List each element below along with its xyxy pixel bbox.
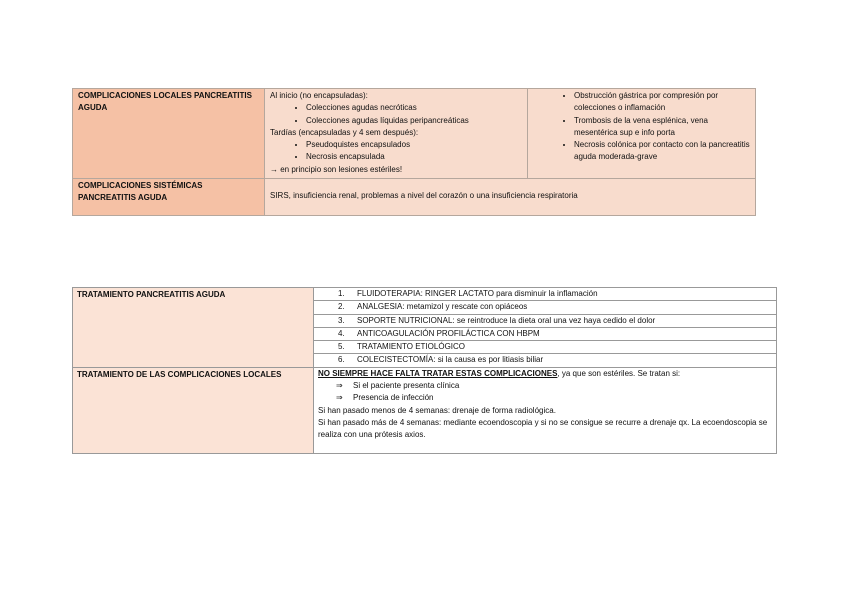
step-text: : se reintroduce la dieta oral una vez haya cedido el dolor (452, 315, 656, 325)
treatment-step (314, 354, 777, 367)
treatment-step (314, 327, 777, 340)
step-title: SOPORTE NUTRICIONAL (357, 315, 453, 325)
double-arrow-icon: ⇒ (336, 381, 343, 391)
cell-text (318, 368, 772, 380)
step-title: FLUIDOTERAPIA (357, 289, 421, 298)
list-item: • Colecciones agudas necróticas (306, 102, 522, 114)
step-number: 3. (338, 315, 345, 325)
list-item: • Necrosis encapsulada (306, 151, 522, 163)
treatment-step (314, 288, 777, 301)
double-arrow-icon: ⇒ (336, 393, 343, 403)
systemic-complications-cell: SIRS, insuficiencia renal, problemas a nivel del corazón o una insuficiencia respiratoria (265, 179, 756, 216)
list-item: • Pseudoquistes encapsulados (306, 139, 522, 151)
step-number: 2. (338, 302, 345, 312)
local-treatment-cell (314, 367, 777, 453)
treatment-step (314, 301, 777, 314)
cell-text: Si han pasado menos de 4 semanas: drenaje de forma radiológica. (318, 405, 556, 415)
step-title: TRATAMIENTO ETIOLÓGICO (357, 342, 466, 352)
list-item: • Necrosis colónica por contacto con la pancreatitis aguda moderada-grave (574, 139, 750, 164)
step-title: COLECISTECTOMÍA (357, 355, 434, 365)
step-title: ANALGESIA (357, 302, 403, 312)
arrow-item (318, 380, 772, 392)
step-title: ANTICOAGULACIÓN PROFILÁCTICA CON HBPM (357, 328, 540, 338)
cell-text: Si han pasado más de 4 semanas: mediante ecoendoscopia y si no se consigue se recurre a drenaje qx. La ecoendoscopia se realiza con una prótesis axios. (318, 417, 768, 440)
complicaciones-table (72, 88, 756, 216)
arrow-item-text: Si el paciente presenta clínica (353, 381, 460, 391)
arrow-item-text: Presencia de infección (353, 393, 434, 403)
bullet-list (270, 102, 522, 127)
row-header: COMPLICACIONES SISTÉMICAS PANCREATITIS AGUDA (73, 179, 265, 216)
step-text: : si la causa es por litiasis biliar (433, 355, 544, 365)
table-row (73, 288, 777, 301)
list-item: • Colecciones agudas líquidas peripancreáticas (306, 115, 522, 127)
table-row (73, 89, 756, 179)
step-text: : RINGER LACTATO para disminuir la inflamación (420, 289, 598, 298)
local-complications-cell-right (528, 89, 756, 179)
local-complications-cell (265, 89, 528, 179)
cell-text: → en principio son lesiones estériles! (270, 164, 403, 174)
treatment-step (314, 341, 777, 354)
cell-text: Al inicio (no encapsuladas): (270, 91, 368, 100)
step-text: : metamizol y rescate con opiáceos (402, 302, 528, 312)
table-row (73, 179, 756, 216)
lead-rest: , ya que son estériles. Se tratan si: (557, 368, 681, 378)
table-row (73, 367, 777, 453)
underlined-lead: NO SIEMPRE HACE FALTA TRATAR ESTAS COMPLICACIONES (318, 368, 558, 378)
cell-text: Tardías (encapsuladas y 4 sem después): (270, 127, 419, 137)
arrow-item (318, 392, 772, 404)
treatment-step (314, 314, 777, 327)
bullet-list (270, 139, 522, 164)
list-item: • Trombosis de la vena esplénica, vena mesentérica sup e info porta (574, 115, 750, 140)
list-item: • Obstrucción gástrica por compresión por colecciones o inflamación (574, 90, 750, 115)
row-header: TRATAMIENTO PANCREATITIS AGUDA (73, 288, 314, 368)
step-number: 4. (338, 328, 345, 338)
step-number: 6. (338, 355, 345, 365)
row-header: TRATAMIENTO DE LAS COMPLICACIONES LOCALES (73, 367, 314, 453)
step-number: 5. (338, 342, 345, 352)
bullet-list (533, 90, 750, 164)
tratamiento-table (72, 287, 777, 454)
row-header: COMPLICACIONES LOCALES PANCREATITIS AGUDA (73, 89, 265, 179)
step-number: 1. (338, 289, 345, 298)
